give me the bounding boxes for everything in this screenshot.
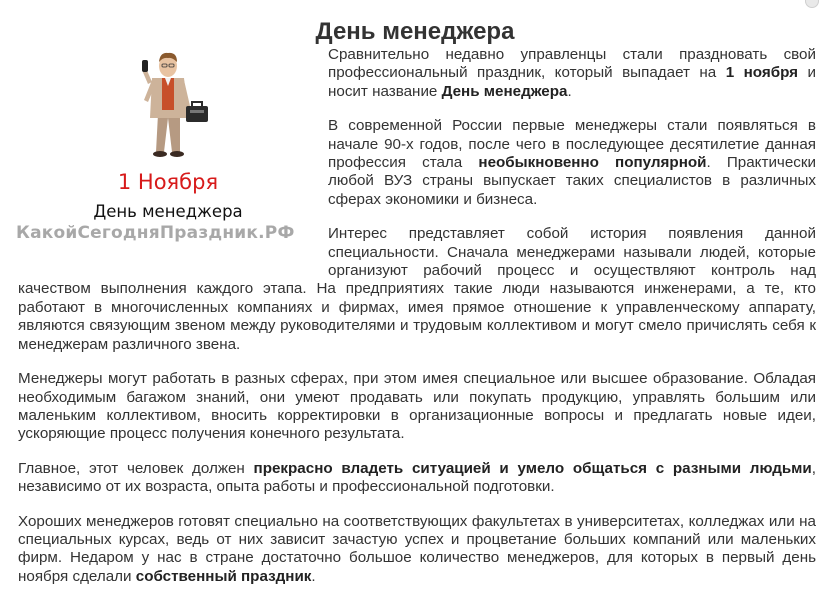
holiday-name: День менеджера <box>93 202 243 221</box>
paragraph-1: Сравнительно недавно управленцы стали праздновать свой профессиональный праздник, который выпадает на 1 ноября и носит название День менеджера. <box>328 46 816 100</box>
article <box>18 46 816 602</box>
paragraph-2: В современной России первые менеджеры стали появляться в начале 90-х годов, после чего в последующее десятилетие данная профессия стала необыкновенно популярной. Практически любой ВУЗ страны выпускает таких специалистов в различных сферах экономики и бизнеса. <box>328 117 817 208</box>
page-title: День менеджера <box>315 18 515 46</box>
holiday-date: 1 Ноября <box>117 170 219 194</box>
paragraph-5: Главное, этот человек должен прекрасно владеть ситуацией и умело общаться с разными людьми, независимо от их возраста, опыта работы и профессиональной подготовки. <box>18 459 816 496</box>
paragraph-6: Хороших менеджеров готовят специально на соответствующих факультетах в университетах, колледжах или на специальных курсах, ведь от них зависит зачастую успех и процветание больших компаний или маленьких фирм. Недаром у нас в стране достаточно большое количество менеджеров, для которых в первый день ноября сделали собственный праздник. <box>18 512 816 585</box>
paragraph-3: Интерес представляет собой история появления данной специальности. Сначала менеджерами называли людей, которые организуют рабочий процесс и осуществляют контроль над качеством выполнения каждого этапа. На предприятиях такие люди называются инженерами, а те, кто работают в многочисленных компаниях и фирмах, имея прямое отношение к управленческому аппарату, являются связующим звеном между руководителями и трудовым коллективом и могут смело причислять себя к менеджерам различного звена. <box>18 225 816 353</box>
businessman-illustration <box>128 48 212 168</box>
site-watermark: КакойСегодняПраздник.РФ <box>16 223 295 243</box>
holiday-card <box>14 46 322 264</box>
paragraph-4: Менеджеры могут работать в разных сферах, при этом имея специальное или высшее образование. Обладая необходимым багажом знаний, они умеют продавать или покупать продукцию, управлять большим или маленьким коллективом, вносить корректировки в организационные вопросы и предлагать новые идеи, ускоряющие процесс получения конечного результата. <box>18 370 816 443</box>
scroll-button[interactable] <box>805 0 819 8</box>
